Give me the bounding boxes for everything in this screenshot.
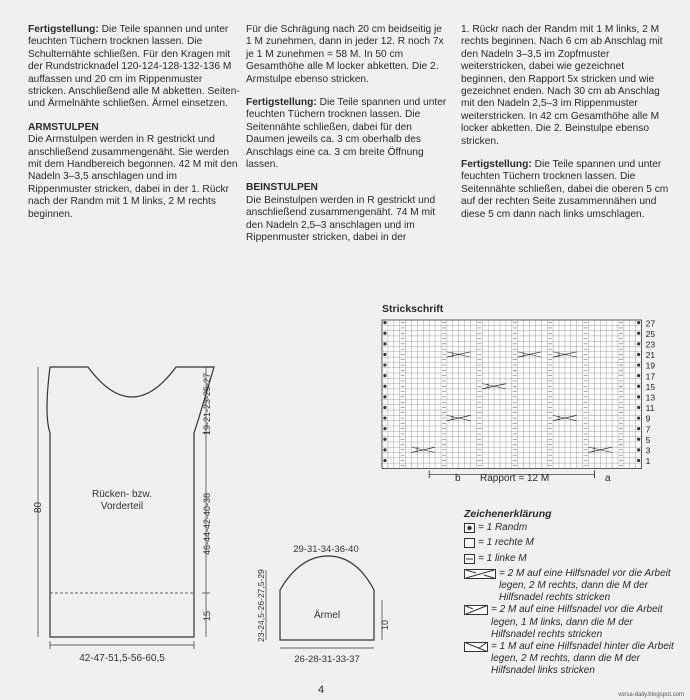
- edge-stitch-dot: [637, 395, 640, 398]
- edge-stitch-dot: [637, 385, 640, 388]
- edge-stitch-dot: [383, 406, 386, 409]
- sleeve-right: 10: [380, 619, 390, 630]
- heading-armstulpen: ARMSTULPEN: [28, 121, 99, 133]
- cable-front-symbol-icon: [464, 569, 496, 583]
- edge-stitch-dot: [637, 406, 640, 409]
- legend-text: = 1 M auf eine Hilfsnadel hinter die Arbeit legen, 2 M rechts, dann die M der Hilfsnadel links stricken: [491, 641, 674, 677]
- paragraph-rueckr: 1. Rückr nach der Randm mit 1 M links, 2 M rechts beginnen. Nach 6 cm ab Anschlag mit den Nadeln 3–3,5 im Zopfmuster weiterstricken, dabei wie gezeichnet beginnen, den Rapport 5x stricken und wie gezeichnet enden. Nach 30 cm ab Anschlag mit den Nadeln 2,5–3 im Rippenmuster weiterstricken. In 42 cm Gesamthöhe alle M locker abketten. Die 2. Beinstulpe ebenso stricken.: [461, 24, 663, 147]
- edge-stitch-dot: [383, 395, 386, 398]
- paragraph-beinstulpen: Die Beinstulpen werden in R gestrickt und anschließend zusammengenäht. 74 M mit den Nadeln 2,5–3 anschlagen und im Rippenmuster stricken, dabei in der: [246, 194, 436, 244]
- edge-stitch-dot: [383, 448, 386, 451]
- edge-stitch-dot: [637, 332, 640, 335]
- heading-beinstulpen: BEINSTULPEN: [246, 182, 318, 194]
- rapport-label: Rapport = 12 M: [480, 473, 550, 484]
- chart-title: Strickschrift: [382, 303, 444, 315]
- legend-item-linke: [464, 553, 679, 568]
- text-column-2: [246, 24, 450, 256]
- paragraph-schraegung: Für die Schrägung nach 20 cm beidseitig je 1 M zunehmen, dann in jeder 12. R noch 7x je 1 M zunehmen = 58 M. In 50 cm Gesamthöhe alle M locker abketten. Die 2. Armstulpe ebenso stricken.: [246, 24, 444, 85]
- paragraph-text: Die Teile spannen und unter feuchten Tüchern trocknen lassen. Die Seitennähte schließen, dabei die oberen 5 cm auf der rechten Seite zusammennähen und diese 5 cm dann nach links umschlagen.: [461, 159, 669, 220]
- cable-number: 2: [521, 352, 525, 359]
- marker-a: a: [605, 473, 611, 484]
- row-number: 3: [645, 445, 651, 456]
- legend-title: Zeichenerklärung: [464, 508, 552, 520]
- blog-watermark: vorsa-daily.blogspot.com: [618, 692, 684, 698]
- edge-stitch-dot: [637, 416, 640, 419]
- edge-stitch-dot: [383, 385, 386, 388]
- cable-number: 2: [557, 415, 561, 422]
- marker-b: b: [455, 473, 461, 484]
- sleeve-label: Ärmel: [313, 610, 341, 621]
- legend-item-cable-3: [464, 641, 679, 678]
- cable-purl-symbol-icon: [464, 605, 488, 619]
- body-armhole-height: 19-21-23-25-27: [202, 372, 212, 435]
- paragraph-text: Die Teile spannen und unter feuchten Tüchern trocknen lassen. Die Schulternähte schließen. Für den Kragen mit der Rundstricknadel 120-124-128-132-136 M auffassen und 20 cm im Rippenmuster stricken. Anschließend alle M abketten. Seiten- und Ärmelnähte schließen. Ärmel einsetzen.: [28, 24, 240, 110]
- row-number: 25: [645, 328, 656, 339]
- right-stitch-symbol-icon: [464, 538, 475, 552]
- paragraph-fertigstellung: [461, 159, 669, 221]
- row-number: 21: [645, 350, 656, 361]
- row-number: 9: [645, 413, 651, 424]
- label-fertigstellung: Fertigstellung:: [246, 97, 317, 109]
- row-number: 23: [645, 339, 656, 350]
- legend-item-cable-1: [464, 568, 679, 605]
- legend-text: = 2 M auf eine Hilfsnadel vor die Arbeit legen, 2 M rechts, dann die M der Hilfsnadel rechts stricken: [499, 567, 671, 604]
- label-fertigstellung: Fertigstellung:: [28, 24, 99, 35]
- edge-stitch-dot: [383, 332, 386, 335]
- cable-number: 2: [415, 447, 419, 454]
- cable-number: 2: [592, 447, 596, 454]
- row-number: 13: [645, 392, 656, 403]
- cable-number: 2: [557, 352, 561, 359]
- sleeve-schematic: [250, 540, 390, 668]
- sleeve-outline: [280, 556, 374, 640]
- edge-stitch-dot: [637, 353, 640, 356]
- edge-stitch-dot: [383, 459, 386, 462]
- cable-number: 2: [451, 352, 454, 359]
- edge-stitch-dot: [637, 427, 640, 430]
- paragraph-fertigstellung: [246, 97, 450, 171]
- legend-item-rechte: [464, 537, 679, 552]
- row-number: 19: [645, 360, 656, 371]
- edge-stitch-dot: [637, 321, 640, 324]
- row-number: 17: [645, 371, 656, 382]
- legend-text: = 1 linke M: [478, 552, 527, 564]
- paragraph-text: Die Teile spannen und unter feuchten Tüchern trocknen lassen. Die Seitennähte schließen, dabei für den Daumen jeweils ca. 3 cm oberhalb des Anschlags eine ca. 3 cm breite Öffnung lassen.: [246, 97, 447, 171]
- edge-stitch-dot: [383, 321, 386, 324]
- edge-stitch-dot: [383, 342, 386, 345]
- cable-back-symbol-icon: [464, 642, 488, 656]
- legend-text: = 1 rechte M: [478, 537, 534, 549]
- sleeve-left: 23-24,5-26-27,5-29: [256, 569, 266, 642]
- paragraph-fertigstellung: [28, 24, 240, 111]
- paragraph-armstulpen: Die Armstulpen werden in R gestrickt und anschließend zusammengenäht. Sie werden mit dem Handbereich begonnen. 42 M mit den Nadeln 3–3,5 anschlagen und im Rippenmuster stricken, dabei in der 1. Rückr nach der Randm mit 1 M links, 2 M rechts beginnen.: [28, 134, 238, 220]
- edge-stitch-dot: [637, 459, 640, 462]
- legend-item-randm: [464, 522, 679, 537]
- legend: [464, 508, 679, 678]
- row-number: 11: [645, 403, 655, 414]
- sleeve-bottom: 26-28-31-33-37: [294, 654, 360, 665]
- edge-stitch-dot: [383, 438, 386, 441]
- edge-stitch-dot: [383, 353, 386, 356]
- body-schematic: [28, 355, 253, 675]
- body-height-total: 80: [33, 501, 44, 513]
- legend-text: = 2 M auf eine Hilfsnadel vor die Arbeit legen, 1 M links, dann die M der Hilfsnadel rechts stricken: [491, 604, 663, 640]
- body-rib-height: 15: [202, 610, 212, 621]
- edge-stitch-dot: [637, 342, 640, 345]
- row-number: 1: [645, 456, 651, 467]
- left-stitch-symbol-icon: [464, 554, 475, 568]
- text-column-1: [28, 24, 240, 232]
- edge-stitch-dot: [383, 363, 386, 366]
- legend-item-cable-2: [464, 604, 679, 641]
- sleeve-top: 29-31-34-36-40: [293, 544, 359, 555]
- label-fertigstellung: Fertigstellung:: [461, 159, 532, 171]
- cable-number: 2: [451, 415, 454, 422]
- randm-symbol-icon: [464, 523, 475, 537]
- cable-number: 2: [486, 384, 490, 391]
- knitting-chart: [378, 318, 678, 478]
- edge-stitch-dot: [637, 438, 640, 441]
- body-label-2: Vorderteil: [100, 501, 144, 512]
- legend-text: = 1 Randm: [478, 522, 528, 534]
- edge-stitch-dot: [383, 427, 386, 430]
- row-number: 27: [645, 318, 656, 329]
- text-column-3: [461, 24, 669, 232]
- body-label-1: Rücken- bzw.: [91, 489, 153, 500]
- row-number: 5: [645, 434, 651, 445]
- row-number: 7: [645, 424, 651, 435]
- body-mid-height: 46-44-42-40-38: [202, 492, 212, 555]
- edge-stitch-dot: [637, 374, 640, 377]
- page-number: 4: [318, 684, 325, 696]
- edge-stitch-dot: [637, 363, 640, 366]
- row-number: 15: [645, 381, 656, 392]
- edge-stitch-dot: [383, 374, 386, 377]
- edge-stitch-dot: [383, 416, 386, 419]
- body-width: 42-47-51,5-56-60,5: [79, 653, 165, 664]
- edge-stitch-dot: [637, 448, 640, 451]
